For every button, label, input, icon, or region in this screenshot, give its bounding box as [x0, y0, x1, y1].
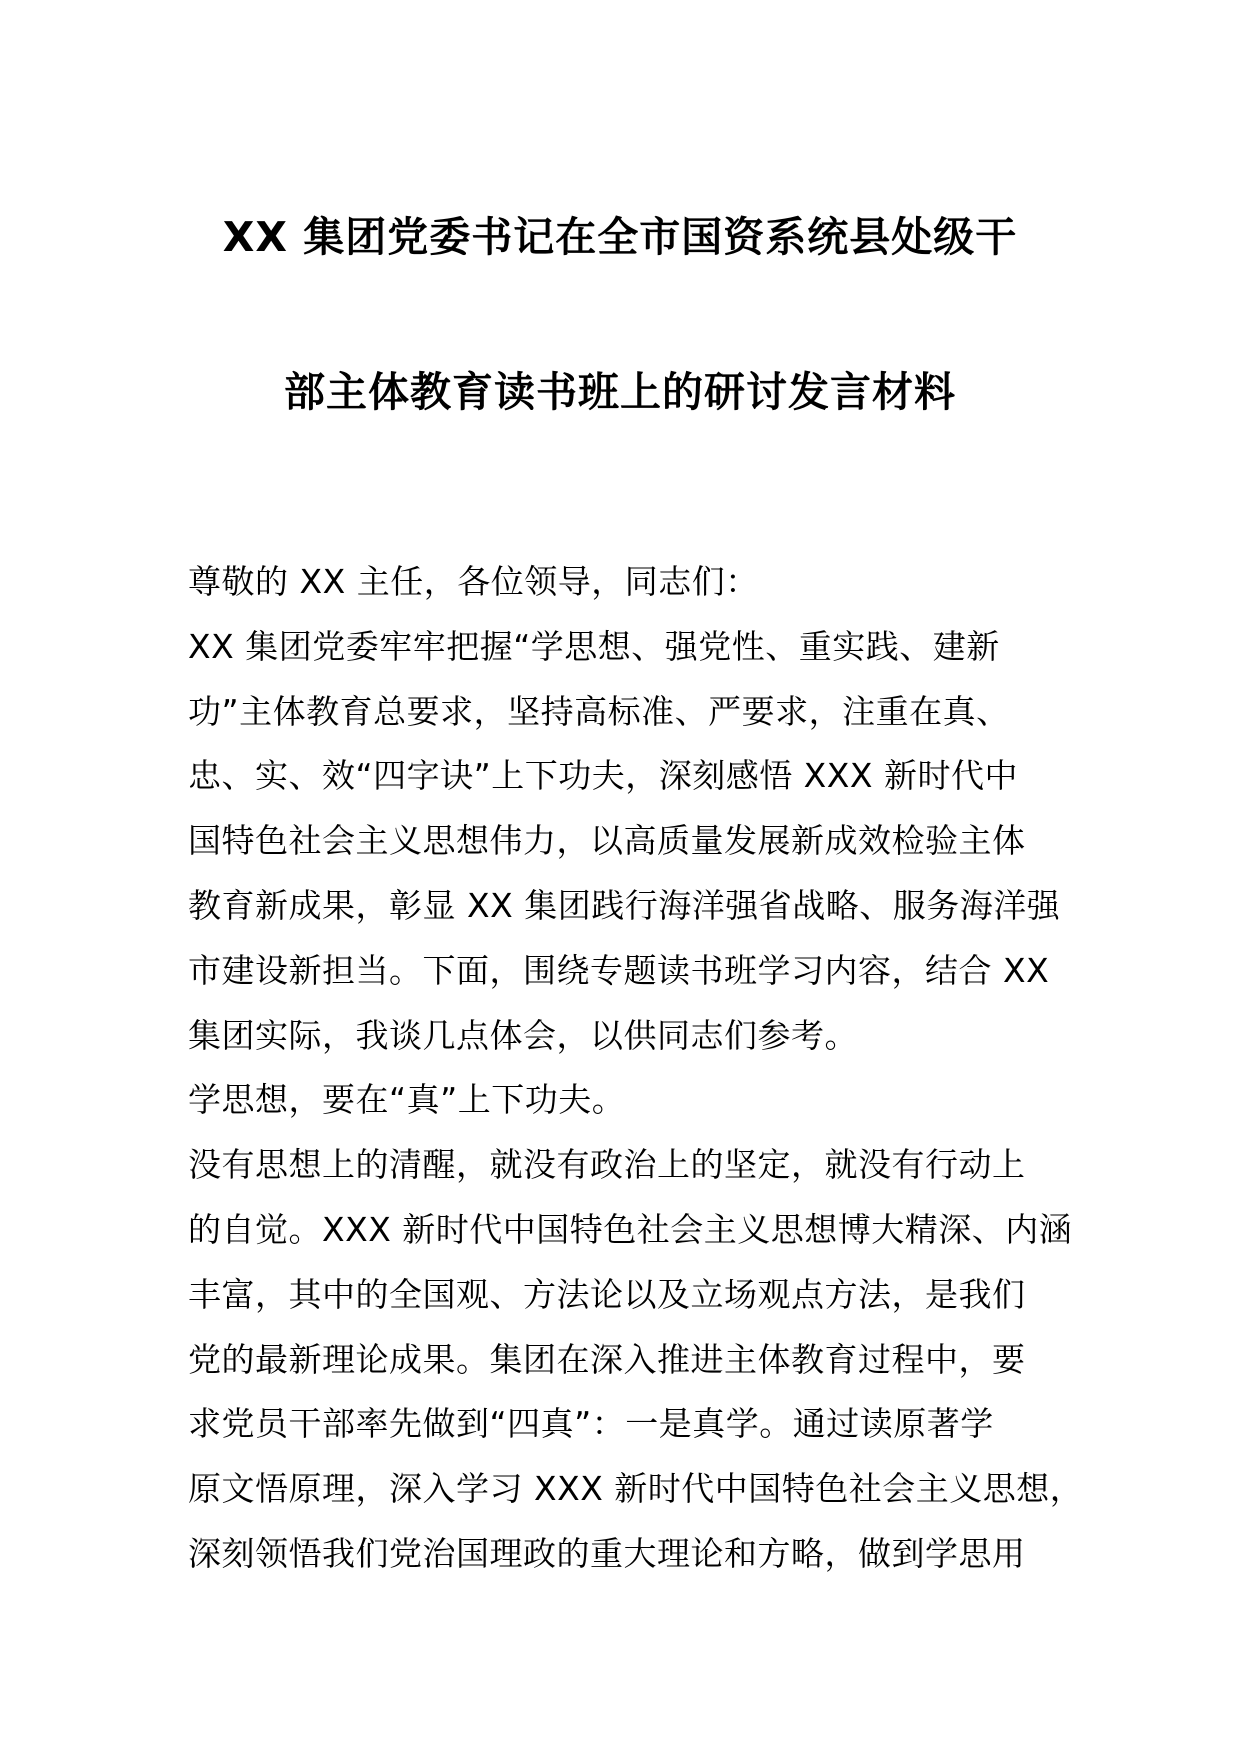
paragraph-line: 的自觉。XXX 新时代中国特色社会主义思想博大精深、内涵: [188, 1209, 1073, 1249]
paragraph-line: 市建设新担当。下面，围绕专题读书班学习内容，结合 XX: [188, 950, 1050, 990]
document-body: [188, 550, 1088, 1587]
paragraph-line: 国特色社会主义思想伟力，以高质量发展新成效检验主体: [188, 821, 1026, 861]
paragraph-line: 没有思想上的清醒，就没有政治上的坚定，就没有行动上: [188, 1145, 1026, 1185]
paragraph-line: 集团实际，我谈几点体会，以供同志们参考。: [188, 1015, 858, 1055]
paragraph-line: 求党员干部率先做到“四真”：一是真学。通过读原著学: [188, 1404, 994, 1444]
salutation-line: 尊敬的 XX 主任，各位领导，同志们：: [188, 562, 759, 601]
paragraph-line: 功”主体教育总要求，坚持高标准、严要求，注重在真、: [188, 691, 1010, 731]
paragraph-line: XX 集团党委牢牢把握“学思想、强党性、重实践、建新: [188, 626, 1000, 666]
paragraph-line: 教育新成果，彰显 XX 集团践行海洋强省战略、服务海洋强: [188, 885, 1061, 925]
paragraph-line: 丰富，其中的全国观、方法论以及立场观点方法，是我们: [188, 1274, 1026, 1314]
paragraph-line: 党的最新理论成果。集团在深入推进主体教育过程中，要: [188, 1339, 1026, 1379]
paragraph-line: 忠、实、效“四字诀”上下功夫，深刻感悟 XXX 新时代中: [188, 756, 1018, 796]
document-title-line-2: 部主体教育读书班上的研讨发言材料: [284, 368, 956, 416]
document-title-line-1: XX 集团党委书记在全市国资系统县处级干: [222, 213, 1018, 261]
paragraph-line: 深刻领悟我们党治国理政的重大理论和方略，做到学思用: [188, 1533, 1026, 1573]
section-heading-line: 学思想，要在“真”上下功夫。: [188, 1080, 626, 1120]
paragraph-line: 原文悟原理，深入学习 XXX 新时代中国特色社会主义思想，: [188, 1469, 1084, 1509]
